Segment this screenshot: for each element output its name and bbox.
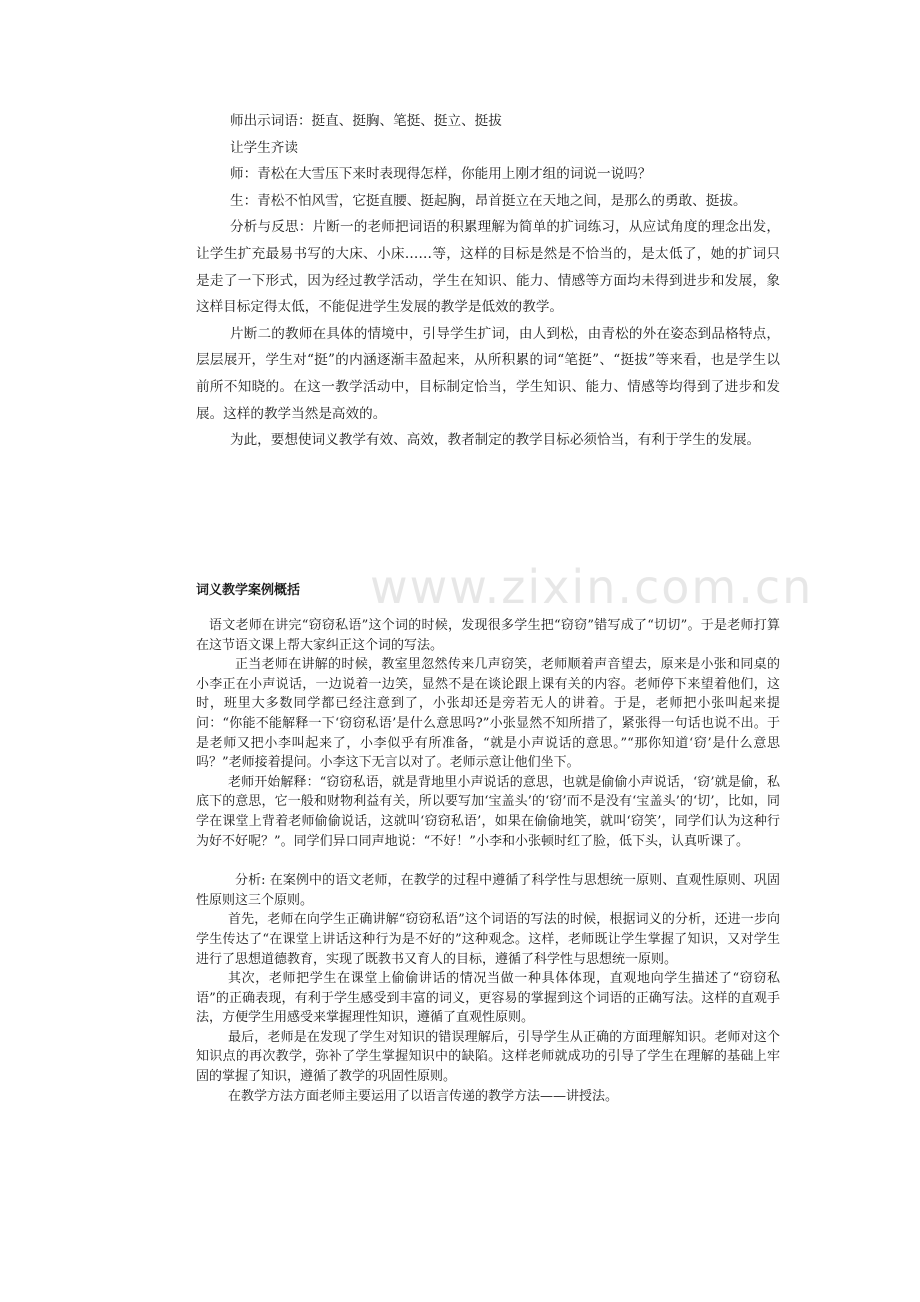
paragraph-teacher-question: 师：青松在大雪压下来时表现得怎样，你能用上刚才组的词说一说吗？	[230, 166, 652, 183]
paragraph-analysis-reflection: 分析与反思：片断一的老师把词语的积累理解为简单的扩词练习，从应试角度的理念出发，让学生扩充最易书写的大床、小床……等，这样的目标是然是不恰当的，是太低了，她的扩词只是走了一下形式，因为经过教学活动，学生在知识、能力、情感等方面均未得到进步和发展，象这样目标定得太低，不能促进学生发展的教学是低效的教学。	[196, 219, 780, 316]
paragraph-case-explanation: 老师开始解释：“窃窃私语，就是背地里小声说话的意思，也就是偷偷小声说话，‘窃’就是偷，私底下的意思，它一般和财物利益有关，所以要写加‘宝盖头’的‘窃’而不是没有‘宝盖头’的‘切’，比如，同学在课堂上背着老师偷偷说话，这就叫‘窃窃私语’，如果在偷偷地笑，就叫‘窃笑’，同学们认为这种行为好不好呢？”。同学们异口同声地说：“不好！”小李和小张顿时红了脸，低下头，认真听课了。	[196, 774, 780, 849]
watermark: www.zixin.com.cn	[370, 560, 814, 614]
section-teaching-fragment	[196, 108, 780, 454]
paragraph-analysis: 分析: 在案例中的语文老师，在教学的过程中遵循了科学性与思想统一原则、直观性原则、巩固性原则这三个原则。	[196, 873, 780, 908]
paragraph-case-intro: 语文老师在讲完“窃窃私语”这个词的时候，发现很多学生把“窃窃”错写成了“切切”。于是老师打算在这节语文课上帮大家纠正这个词的写法。	[196, 618, 780, 653]
paragraph-student-answer: 生：青松不怕风雪，它挺直腰、挺起胸，昂首挺立在天地之间，是那么的勇敢、挺拔。	[230, 192, 747, 209]
paragraph-conclusion: 为此，要想使词义教学有效、高效，教者制定的教学目标必须恰当，有利于学生的发展。	[230, 432, 761, 449]
paragraph-second: 其次，老师把学生在课堂上偷偷讲话的情况当做一种具体体现，直观地向学生描述了“窃窃私语”的正确表现，有利于学生感受到丰富的词义，更容易的掌握到这个词语的正确写法。这样的直观手法，方便学生用感受来掌握理性知识，遵循了直观性原则。	[196, 971, 780, 1026]
paragraph-fragment-two: 片断二的教师在具体的情境中，引导学生扩词，由人到松，由青松的外在姿态到品格特点，层层展开，学生对“挺”的内涵逐渐丰盈起来，从所积累的词“笔挺”、“挺拔”等来看，也是学生以前所不知晓的。在这一教学活动中，目标制定恰当，学生知识、能力、情感等均得到了进步和发展。这样的教学当然是高效的。	[196, 325, 780, 422]
section-case-summary	[196, 616, 780, 1106]
paragraph-first: 首先，老师在向学生正确讲解“窃窃私语”这个词语的写法的时候，根据词义的分析，还进一步向学生传达了“在课堂上讲话这种行为是不好的”这种观念。这样，老师既让学生掌握了知识，又对学生进行了思想道德教育，实现了既教书又育人的目标，遵循了科学性与思想统一原则。	[196, 912, 780, 967]
section-title: 词义教学案例概括	[196, 583, 301, 598]
paragraph-word-list: 师出示词语：挺直、挺胸、笔挺、挺立、挺拔	[230, 113, 502, 129]
paragraph-case-story: 正当老师在讲解的时候，教室里忽然传来几声窃笑，老师顺着声音望去，原来是小张和同桌的小李正在小声说话，一边说着一边笑，显然不是在谈论跟上课有关的内容。老师停下来望着他们，这时，班里大多数同学都已经注意到了，小张却还是旁若无人的讲着。于是，老师把小张叫起来提问：“你能不能解释一下‘窃窃私语’是什么意思吗?”小张显然不知所措了，紧张得一句话也说不出。于是老师又把小李叫起来了，小李似乎有所准备，“就是小声说话的意思。”“那你知道‘窃’是什么意思吗？”老师接着提问。小李这下无言以对了。老师示意让他们坐下。	[196, 657, 780, 771]
paragraph-read-together: 让学生齐读	[230, 139, 298, 156]
paragraph-teaching-method: 在教学方法方面老师主要运用了以语言传递的教学方法——讲授法。	[228, 1088, 619, 1104]
paragraph-finally: 最后，老师是在发现了学生对知识的错误理解后，引导学生从正确的方面理解知识。老师对这个知识点的再次教学，弥补了学生掌握知识中的缺陷。这样老师就成功的引导了学生在理解的基础上牢固的掌握了知识，遵循了教学的巩固性原则。	[196, 1029, 780, 1085]
